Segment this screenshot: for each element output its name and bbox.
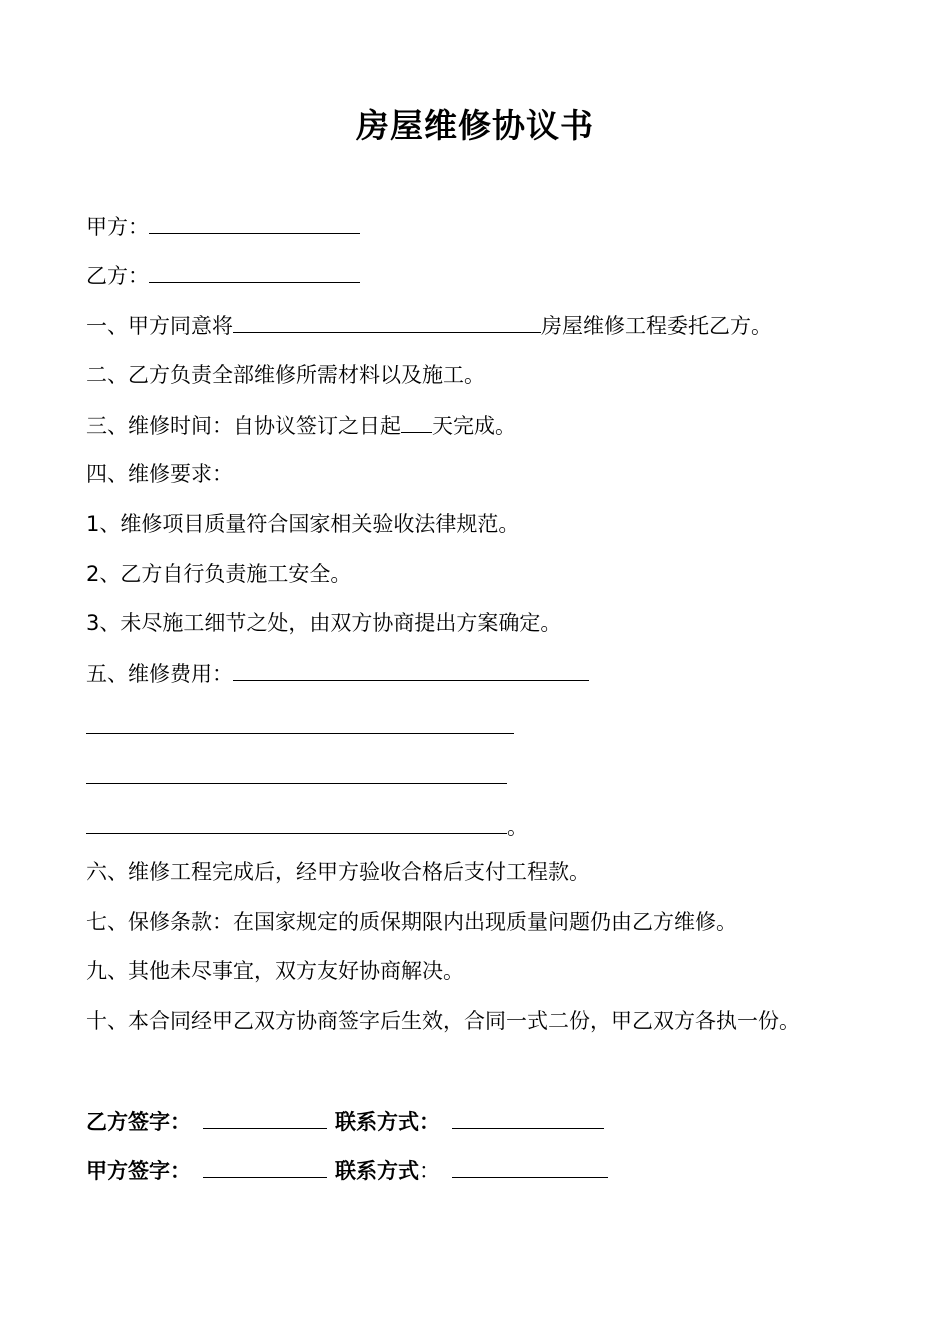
requirement-2: 2、乙方自行负责施工安全。	[86, 562, 352, 586]
party-b-blank	[149, 260, 360, 283]
party-b-label: 乙方：	[86, 264, 149, 288]
clause-9: 九、其他未尽事宜，双方友好协商解决。	[86, 959, 464, 983]
clause-2: 二、乙方负责全部维修所需材料以及施工。	[86, 363, 485, 387]
party-a-contact-label: 联系方式	[335, 1159, 419, 1183]
fee-blank-2	[86, 732, 514, 734]
party-b-signature-label: 乙方签字：	[86, 1110, 191, 1134]
requirement-3: 3、未尽施工细节之处，由双方协商提出方案确定。	[86, 611, 562, 635]
party-a-label: 甲方：	[86, 215, 149, 239]
clause-6: 六、维修工程完成后，经甲方验收合格后支付工程款。	[86, 860, 590, 884]
party-a-signature-label: 甲方签字：	[86, 1159, 191, 1183]
clause-3-prefix: 三、维修时间：自协议签订之日起	[86, 414, 401, 438]
clause-5	[86, 658, 589, 688]
party-a-signature-blank	[203, 1155, 327, 1178]
signature-row-a	[86, 1155, 608, 1185]
fee-blank-4	[86, 832, 507, 834]
party-b-row	[86, 260, 360, 290]
party-a-contact-colon: ：	[419, 1159, 440, 1183]
clause-7: 七、保修条款：在国家规定的质保期限内出现质量问题仍由乙方维修。	[86, 910, 737, 934]
days-blank	[401, 410, 432, 433]
clause-3-suffix: 天完成。	[432, 414, 516, 438]
signature-row-b	[86, 1106, 604, 1136]
clause-4: 四、维修要求：	[86, 462, 233, 486]
fee-blank-1	[233, 658, 589, 681]
clause-3	[86, 410, 516, 440]
party-a-contact-blank	[452, 1155, 608, 1178]
clause-10: 十、本合同经甲乙双方协商签字后生效，合同一式二份，甲乙双方各执一份。	[86, 1009, 800, 1033]
clause-1-suffix: 房屋维修工程委托乙方。	[541, 314, 772, 338]
party-a-blank	[149, 211, 360, 234]
party-b-contact-label: 联系方式：	[335, 1110, 440, 1134]
clause-1-prefix: 一、甲方同意将	[86, 314, 233, 338]
requirement-1: 1、维修项目质量符合国家相关验收法律规范。	[86, 512, 520, 536]
party-b-contact-blank	[452, 1106, 604, 1129]
clause-1	[86, 310, 772, 340]
party-b-signature-blank	[203, 1106, 327, 1129]
fee-blank-3	[86, 782, 507, 784]
clause-5-label: 五、维修费用：	[86, 662, 233, 686]
party-a-row	[86, 211, 360, 241]
property-address-blank	[233, 310, 541, 333]
document-title: 房屋维修协议书	[356, 106, 594, 145]
fee-end-mark: 。	[507, 815, 528, 839]
